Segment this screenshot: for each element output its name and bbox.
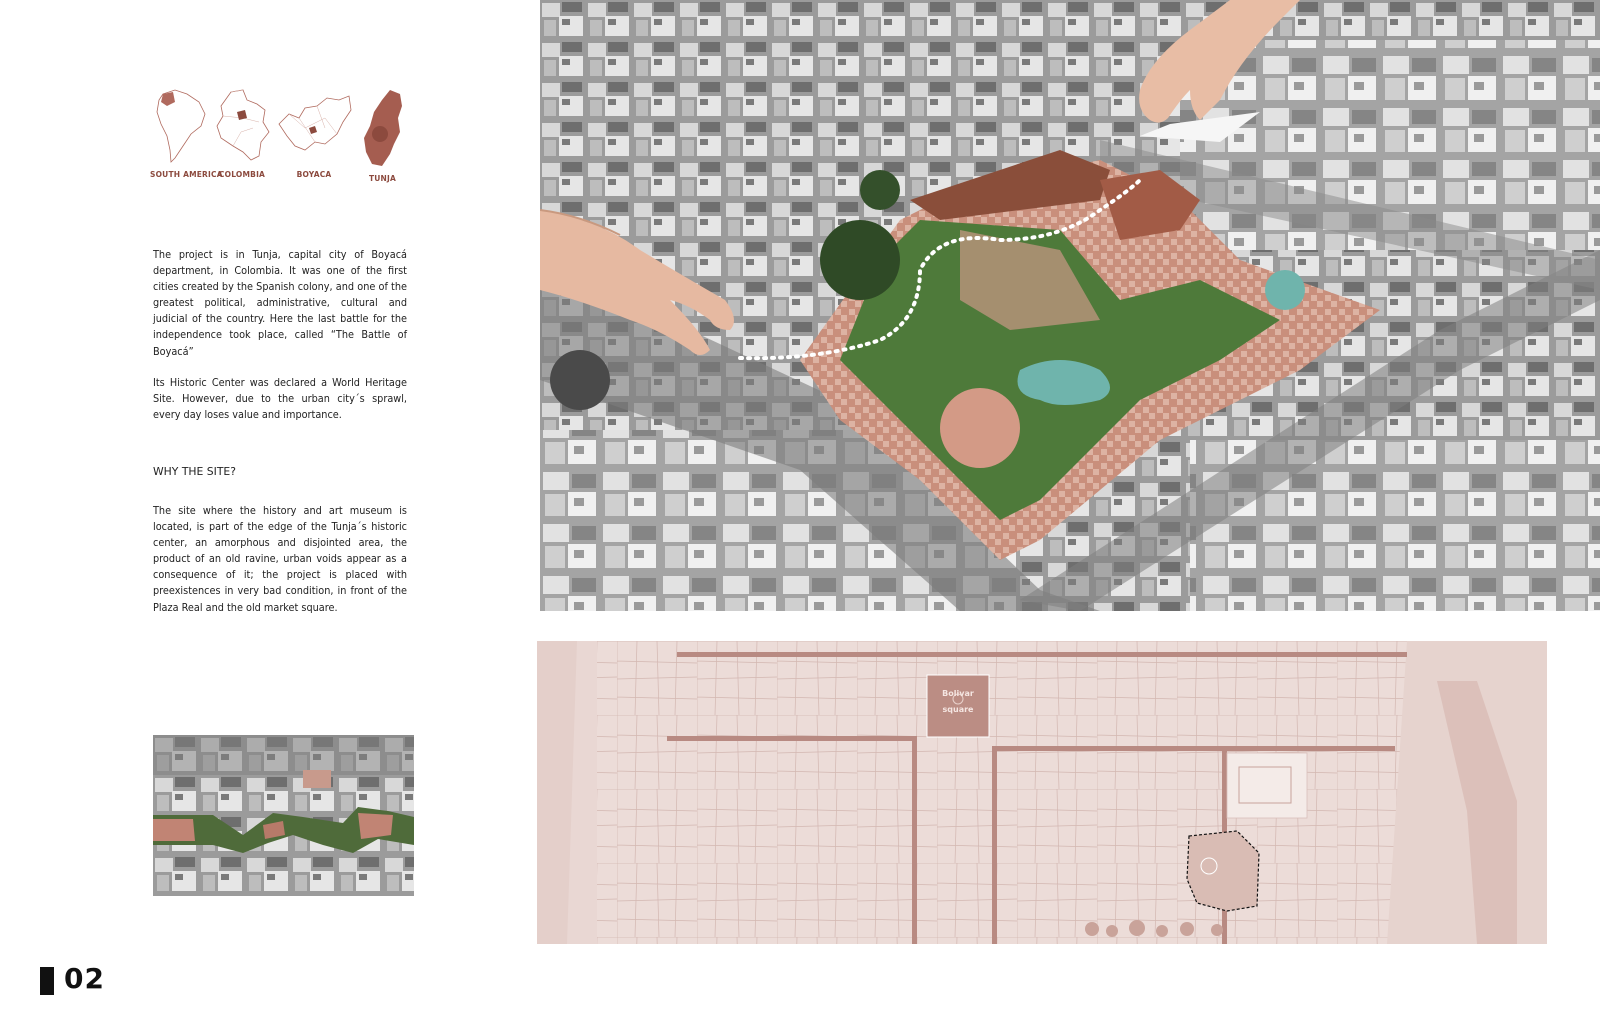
map-tunja <box>355 88 410 183</box>
map-label-tunja: TUNJA <box>368 174 397 183</box>
location-maps <box>150 88 410 198</box>
aerial-site-photo <box>540 0 1600 611</box>
urban-plan-map <box>537 641 1547 944</box>
page-marker <box>40 967 54 995</box>
intro-paragraph: The project is in Tunja, capital city of Boyacá department, in Colombia. It was one of the first cities created by the Spanish colony, and one of the greatest political, administrative, cultural and judicial of the country. Here the last battle for the independence took place, called “The Battle of Boyacá” <box>153 248 407 358</box>
colombia-map-icon <box>213 88 271 164</box>
boyaca-map-icon <box>275 88 353 164</box>
bolivar-label-1: Bolivar <box>942 689 974 698</box>
south-america-map-icon <box>153 88 208 164</box>
why-site-paragraph: The site where the history and art museum is located, is part of the edge of the Tunja´s historic center, an amorphous and disjointed area, the product of an old ravine, urban voids appear as a consequence of it; the project is placed with preexistences in very bad condition, in front of the Plaza Real and the old market square. <box>153 504 407 614</box>
heritage-paragraph: Its Historic Center was declared a World Heritage Site. However, due to the urban city´s sprawl, every day loses value and importance. <box>153 376 407 422</box>
page-number: 02 <box>64 962 105 995</box>
map-label-colombia: COLOMBIA <box>218 170 266 179</box>
tunja-map-icon <box>360 88 405 168</box>
site-thumbnail <box>153 735 414 896</box>
map-label-south-america: SOUTH AMERICA <box>150 170 223 179</box>
map-colombia <box>212 88 272 179</box>
map-boyaca <box>275 88 353 179</box>
map-south-america <box>150 88 223 179</box>
why-site-heading: WHY THE SITE? <box>153 465 236 478</box>
map-label-boyaca: BOYACA <box>296 170 332 179</box>
bolivar-label-2: square <box>942 705 974 714</box>
